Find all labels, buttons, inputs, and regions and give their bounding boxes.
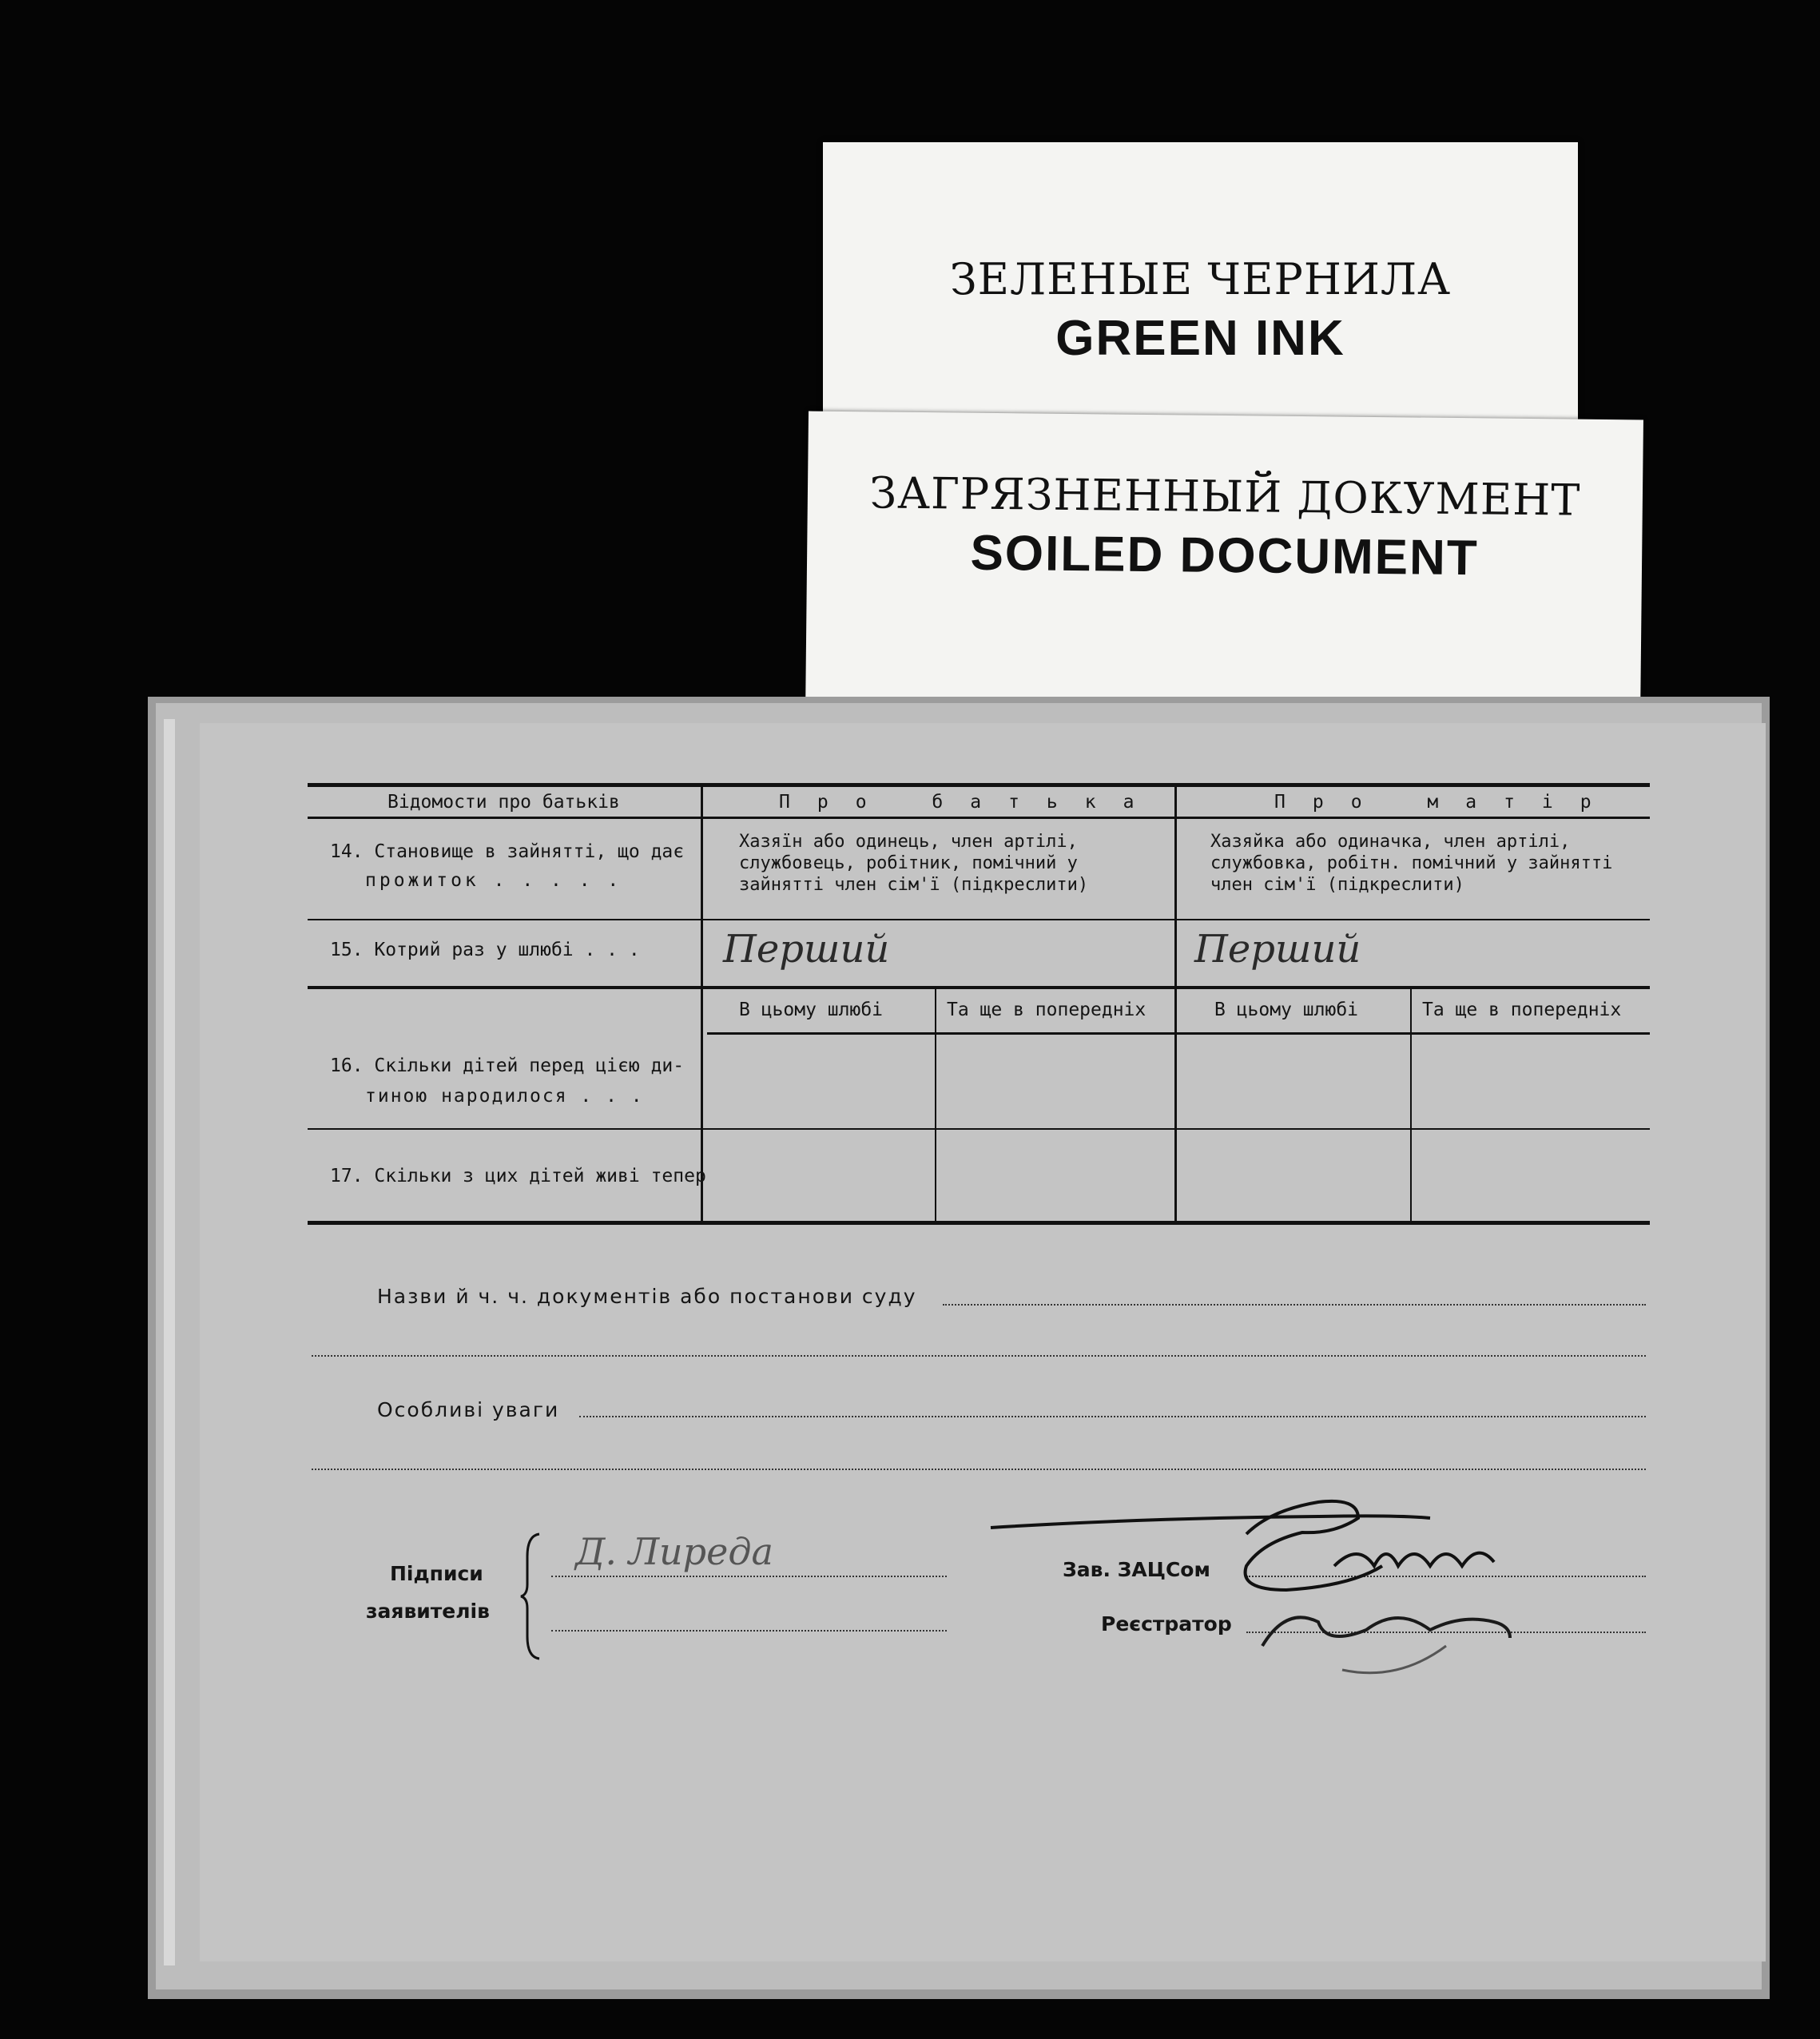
green-ink-en: GREEN INK	[1055, 311, 1345, 366]
row14-label-line2: прожиток . . . . .	[365, 870, 622, 891]
documents-line	[943, 1304, 1646, 1306]
head-of-registry-label: Зав. ЗАЦСом	[1063, 1558, 1210, 1581]
remarks-line-2	[312, 1469, 1646, 1470]
applicant-signature-line-1	[551, 1576, 947, 1577]
father-current-marriage: В цьому шлюбі	[739, 1000, 884, 1020]
row16-label-line1: 16. Скільки дітей перед цією ди-	[330, 1055, 685, 1076]
documents-line-2	[312, 1355, 1646, 1357]
signatures-brace	[519, 1532, 543, 1660]
row15-label: 15. Котрий раз у шлюбі . . .	[330, 940, 640, 960]
row14-label-line1: 14. Становище в зайнятті, що дає	[330, 841, 685, 862]
applicant-signature-line-2	[551, 1630, 947, 1632]
header-about-mother: Про матір	[1274, 792, 1619, 813]
remarks-label: Особливі уваги	[377, 1398, 560, 1421]
mother-current-marriage: В цьому шлюбі	[1214, 1000, 1359, 1020]
row16-label-line2: тиною народилося . . .	[365, 1086, 644, 1107]
row14-mother-options: Хазяйка або одиначка, член артілі, службовка, робітн. помічний у зайнятті член сім'ї (підкреслити)	[1210, 832, 1613, 895]
row15-mother-handwritten: Перший	[1194, 927, 1361, 972]
soiled-document-ru: ЗАГРЯЗНЕННЫЙ ДОКУМЕНТ	[869, 467, 1581, 526]
row17-label: 17. Скільки з цих дітей живі тепер	[330, 1166, 706, 1186]
father-previous-marriages: Та ще в попередніх	[947, 1000, 1146, 1020]
signatures-label-line2: заявителів	[366, 1600, 490, 1623]
soiled-document-en: SOILED DOCUMENT	[970, 525, 1480, 586]
applicant-signature: Д. Лиреда	[575, 1530, 773, 1573]
official-signatures	[983, 1486, 1542, 1710]
page-fold-left	[164, 719, 175, 1965]
header-about-father: Про батька	[779, 792, 1162, 813]
row15-father-handwritten: Перший	[723, 927, 890, 972]
soiled-document-card	[805, 411, 1643, 724]
registrar-label: Реєстратор	[1101, 1612, 1232, 1636]
remarks-line	[579, 1416, 1646, 1417]
mother-previous-marriages: Та ще в попередніх	[1422, 1000, 1622, 1020]
row14-father-options: Хазяїн або одинець, член артілі, службовець, робітник, помічний у зайнятті член сім'ї (підкреслити)	[739, 832, 1089, 895]
header-parents-info: Відомости про батьків	[387, 792, 620, 813]
signatures-label-line1: Підписи	[390, 1562, 483, 1585]
parents-info-table	[308, 783, 1650, 1224]
green-ink-ru: ЗЕЛЕНЫЕ ЧЕРНИЛА	[950, 254, 1451, 304]
documents-label: Назви й ч. ч. документів або постанови суду	[377, 1285, 917, 1308]
